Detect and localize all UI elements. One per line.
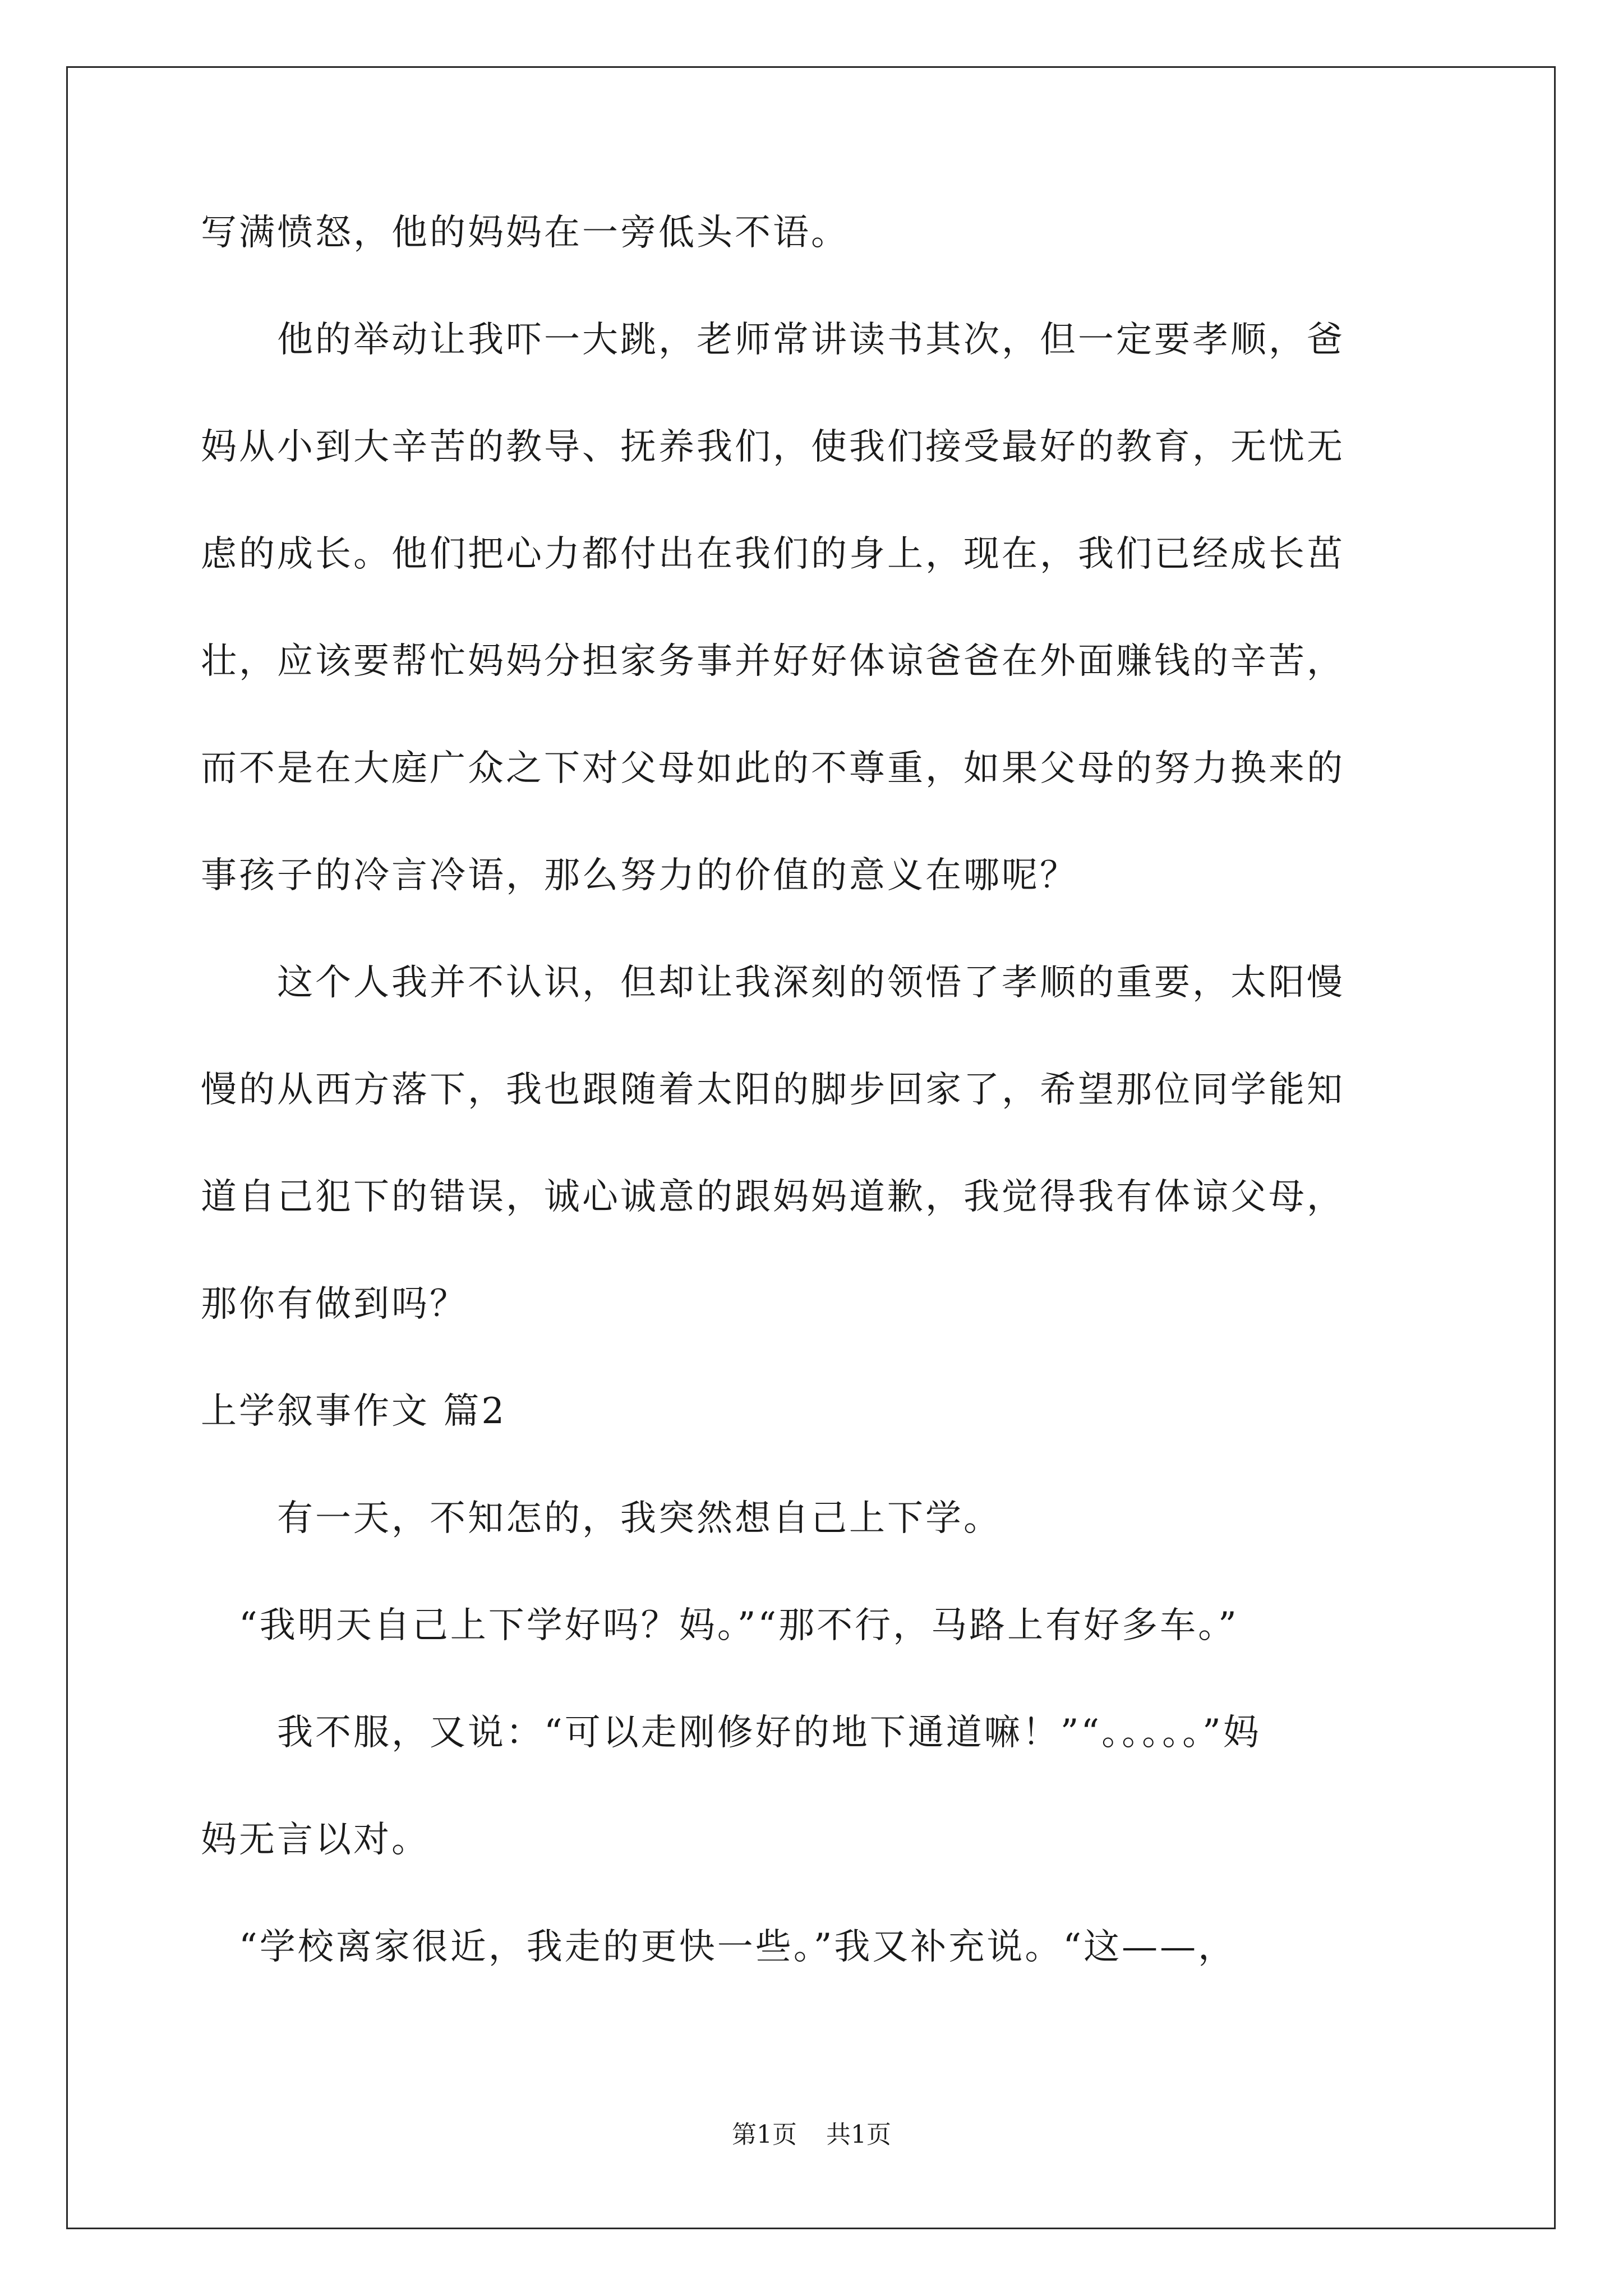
text-line: “我明天自己上下学好吗？妈。”“那不行，马路上有好多车。” <box>201 1605 1239 1646</box>
text-line: 道自己犯下的错误，诚心诚意的跟妈妈道歉，我觉得我有体谅父母， <box>201 1176 1345 1218</box>
section-heading: 上学叙事作文 篇2 <box>201 1391 507 1432</box>
text-line: 我不服，又说：“可以走刚修好的地下通道嘛！”“。。。。。”妈 <box>201 1712 1261 1754</box>
text-line: 妈从小到大辛苦的教导、抚养我们，使我们接受最好的教育，无忧无 <box>201 426 1345 468</box>
text-line: 事孩子的冷言冷语，那么努力的价值的意义在哪呢？ <box>201 855 1078 896</box>
text-line: 慢的从西方落下，我也跟随着太阳的脚步回家了，希望那位同学能知 <box>201 1069 1345 1111</box>
text-line: 有一天，不知怎的，我突然想自己上下学。 <box>201 1498 1002 1539</box>
text-line: 那你有做到吗？ <box>201 1283 468 1325</box>
text-line: 这个人我并不认识，但却让我深刻的领悟了孝顺的重要，太阳慢 <box>201 962 1345 1004</box>
page-number: 第1页 <box>732 2120 797 2149</box>
text-line: 他的举动让我吓一大跳，老师常讲读书其次，但一定要孝顺，爸 <box>201 319 1345 361</box>
text-line: 壮，应该要帮忙妈妈分担家务事并好好体谅爸爸在外面赚钱的辛苦， <box>201 641 1345 682</box>
page-border <box>66 66 1556 2229</box>
text-line: 写满愤怒，他的妈妈在一旁低头不语。 <box>201 212 849 254</box>
page-footer <box>0 2119 1623 2151</box>
text-line: 而不是在大庭广众之下对父母如此的不尊重，如果父母的努力换来的 <box>201 748 1345 789</box>
text-line: “学校离家很近，我走的更快一些。”我又补充说。“这——， <box>201 1926 1237 1968</box>
text-line: 虑的成长。他们把心力都付出在我们的身上，现在，我们已经成长茁 <box>201 533 1345 575</box>
page-total: 共1页 <box>826 2120 891 2149</box>
text-line: 妈无言以对。 <box>201 1819 430 1861</box>
